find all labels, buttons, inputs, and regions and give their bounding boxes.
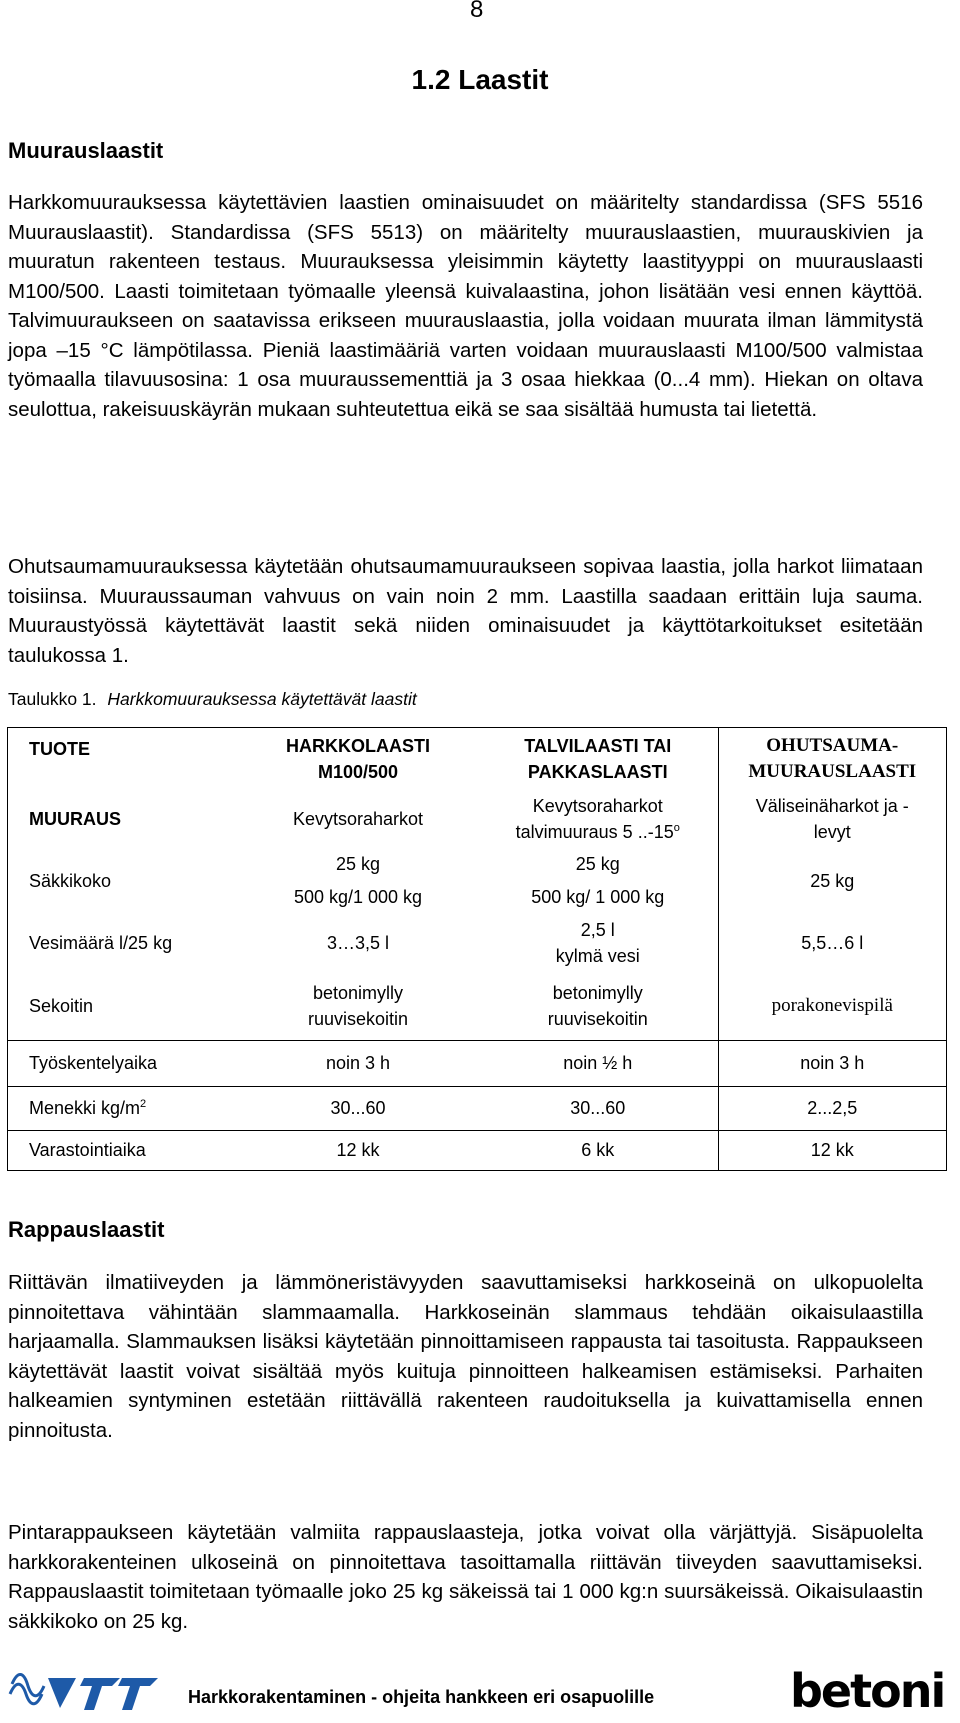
cell <box>478 914 718 972</box>
cell-line: 25 kg <box>575 854 620 874</box>
cell-text: Menekki kg/m <box>29 1098 141 1118</box>
cell-line: betonimylly <box>552 982 643 1003</box>
table-row <box>8 914 946 972</box>
table-caption-title: Harkkomuurauksessa käytettävät laastit <box>107 689 417 709</box>
paragraph-text: Harkkomuurauksessa käytettävien laastien ominaisuudet on määritelty standardissa (SFS 5516 Muurauslaastit). Standardissa (SFS 5513) on määritelty muurauslaastien, muurauskivien ja muuratun rakenteen testaus. Muurauksessa yleisimmin käytetty laastityyppi on muurauslaasti M100/500. Laasti toimitetaan työmaalle yleensä kuivalaastina, johon lisätään vesi ennen käyttöä. Talvimuuraukseen on saatavissa erikseen muurauslaastia, jolla voidaan muurata ilman lämmitystä jopa –15 °C lämpötilassa. Pieniä laastimääriä varten voidaan muurauslaasti M100/500 valmistaa työmaalla tilavuusosina: 1 osa muuraussementtiä ja 3 osaa hiekkaa (0...4 mm). Hiekan on oltava seulottua, rakeisuuskäyrän mukaan suhteutettua eikä se saa sisältää humusta tai lietettä. <box>8 191 923 421</box>
cell: noin ½ h <box>478 1040 718 1086</box>
paragraph-text: Ohutsaumamuurauksessa käytetään ohutsaumamuuraukseen sopivaa laastia, jolla harkot liimataan toisiinsa. Muuraussauman vahvuus on vain noin 2 mm. Laastilla saadaan erittäin luja sauma. Muuraustyössä käytettävät laastit sekä niiden ominaisuudet ja käyttötarkoitukset esitetään taulukossa 1. <box>8 555 923 667</box>
vtt-logo-mark <box>8 1664 178 1716</box>
muurauslaastit-paragraph-1 <box>8 188 923 424</box>
cell-line: 25 kg <box>335 854 381 874</box>
table-header-row <box>8 728 946 790</box>
cell: 5,5…6 l <box>718 914 946 972</box>
header-text: HARKKOLAASTI M100/500 <box>286 736 430 782</box>
header-harkkolaasti <box>238 728 478 790</box>
row-label-varastointiaika: Varastointiaika <box>8 1130 238 1170</box>
cell-line: betonimylly <box>312 982 404 1003</box>
table-row <box>8 790 946 848</box>
cell-line: ruuvisekoitin <box>307 1008 409 1029</box>
degree-sup: o <box>673 822 680 834</box>
cell: 12 kk <box>238 1130 478 1170</box>
cell-line: kylmä vesi <box>555 946 640 966</box>
cell <box>718 790 946 848</box>
vtt-logo <box>8 1664 178 1721</box>
cell: noin 3 h <box>238 1040 478 1086</box>
paragraph-text: Riittävän ilmatiiveyden ja lämmöneristävyyden saavuttamiseksi harkkoseinä on ulkopuolelta pinnoitettava vähintään slammaamalla. Harkkoseinän slammaus tehdään oikaisulaastilla harjaamalla. Slammauksen lisäksi käytetään pinnoittamiseen rappausta tai tasoitusta. Rappaukseen käytettävät laastit voivat sisältää myös kuituja pinnoitteen halkeamisen estämiseksi. Parhaiten halkeamien syntyminen estetään riittävällä rakenteen raudoituksella ja kuivattamisella ennen pinnoitusta. <box>8 1271 923 1442</box>
table-row <box>8 1086 946 1130</box>
table-caption-number: Taulukko 1. <box>8 689 97 709</box>
cell <box>238 972 478 1040</box>
section-title: 1.2 Laastit <box>411 64 549 95</box>
cell-line: Kevytsoraharkot <box>532 796 663 816</box>
rappauslaastit-paragraph-2 <box>8 1518 923 1636</box>
page-number: 8 <box>470 0 484 23</box>
cell-line: ruuvisekoitin <box>547 1008 648 1029</box>
cell-line: 500 kg/1 000 kg <box>293 887 423 907</box>
cell: noin 3 h <box>718 1040 946 1086</box>
table-row <box>8 972 946 1040</box>
row-label-sekoitin: Sekoitin <box>29 995 94 1016</box>
heading-rappauslaastit: Rappauslaastit <box>8 1217 165 1242</box>
row-label-tyoskentelyaika: Työskentelyaika <box>8 1040 238 1086</box>
cell: 30...60 <box>478 1086 718 1130</box>
unit-sup: 2 <box>140 1098 147 1110</box>
mortar-table <box>8 728 946 1170</box>
cell-line: 2,5 l <box>580 920 615 940</box>
row-label-menekki <box>8 1086 238 1130</box>
betoni-logo: betoni <box>790 1664 945 1718</box>
header-talvilaasti <box>478 728 718 790</box>
cell: 30...60 <box>238 1086 478 1130</box>
table-row <box>8 848 946 914</box>
footer-text: Harkkorakentaminen - ohjeita hankkeen eri osapuolille <box>188 1687 655 1707</box>
table-row <box>8 1040 946 1086</box>
cell <box>478 790 718 848</box>
muurauslaastit-paragraph-2 <box>8 552 923 670</box>
cell: 2...2,5 <box>718 1086 946 1130</box>
cell-line: 500 kg/ 1 000 kg <box>531 887 665 907</box>
row-label-vesimaara: Vesimäärä l/25 kg <box>29 933 173 953</box>
header-text: TALVILAASTI TAI PAKKASLAASTI <box>524 736 672 782</box>
row-label-muuraus: MUURAUS <box>29 809 121 829</box>
cell: 6 kk <box>478 1130 718 1170</box>
cell <box>478 848 718 914</box>
rappauslaastit-paragraph-1 <box>8 1268 923 1445</box>
cell: Kevytsoraharkot <box>292 809 424 829</box>
paragraph-text: Pintarappaukseen käytetään valmiita rappauslaasteja, jotka voivat olla värjättyjä. Sisäpuolelta harkkorakenteinen ulkoseinä on pinnoitettava tasoittamalla riittävän tiiveyden saavuttamiseksi. Rappauslaastit toimitetaan työmaalle joko 25 kg säkeissä tai 1 000 kg:n suursäkeissä. Oikaisulaastin säkkikoko on 25 kg. <box>8 1521 923 1633</box>
cell: 12 kk <box>718 1130 946 1170</box>
header-tuote: TUOTE <box>29 739 90 759</box>
cell: 3…3,5 l <box>326 933 390 953</box>
cell-text: Väliseinäharkot ja - levyt <box>755 796 909 842</box>
cell <box>238 848 478 914</box>
table-caption <box>8 689 417 710</box>
header-ohutsauma <box>718 728 946 790</box>
cell-line <box>482 819 714 845</box>
row-label-sakkikoko: Säkkikoko <box>29 871 112 891</box>
cell: 25 kg <box>718 848 946 914</box>
table-row <box>8 1130 946 1170</box>
cell <box>478 972 718 1040</box>
cell-text: talvimuuraus 5 ..-15 <box>515 822 674 842</box>
cell: porakonevispilä <box>718 972 946 1040</box>
heading-muurauslaastit: Muurauslaastit <box>8 138 164 163</box>
header-text: OHUTSAUMA-MUURAUSLAASTI <box>748 735 917 782</box>
